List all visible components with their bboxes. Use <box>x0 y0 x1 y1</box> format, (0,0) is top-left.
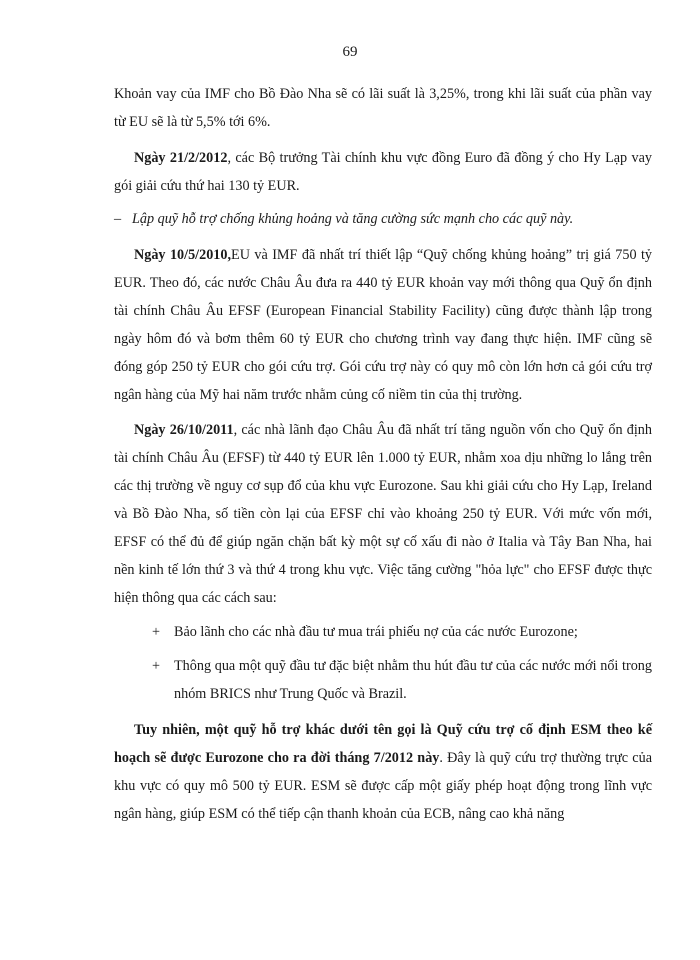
paragraph-esm <box>114 716 652 828</box>
date-21-2-2012: Ngày 21/2/2012 <box>134 150 228 166</box>
paragraph-text: EU và IMF đã nhất trí thiết lập “Quỹ chống khủng hoảng” trị giá 750 tỷ EUR. Theo đó, các nước Châu Âu đưa ra 440 tỷ EUR khoản vay mới thông qua Quỹ ổn định tài chính Châu Âu EFSF (European Financial Stability Facility) cũng được thành lập trong ngày hôm đó và bơm thêm 60 tỷ EUR cho chương trình vay đang thực hiện. IMF cũng sẽ đóng góp 250 tỷ EUR cho gói cứu trợ. Gói cứu trợ này có quy mô còn lớn hơn cả gói cứu trợ ngân hàng của Mỹ hai năm trước nhằm củng cố niềm tin của thị trường. <box>114 247 652 403</box>
paragraph-crisis-fund <box>114 241 652 409</box>
plus-marker: + <box>152 658 161 674</box>
paragraph-imf-portugal-loan: Khoản vay của IMF cho Bồ Đào Nha sẽ có lãi suất là 3,25%, trong khi lãi suất của phần vay từ EU sẽ là từ 5,5% tới 6%. <box>114 86 652 130</box>
paragraph-greece-second-bailout <box>114 144 652 200</box>
paragraph-text: . Đây là quỹ cứu trợ thường trực của khu vực có quy mô 500 tỷ EUR. ESM sẽ được cấp một giấy phép hoạt động trong lĩnh vực ngân hàng, giúp ESM có thể tiếp cận thanh khoản của ECB, nâng cao khả năng <box>114 750 652 822</box>
dash-marker: – <box>114 211 122 227</box>
list-item <box>114 652 652 708</box>
document-body <box>114 80 652 828</box>
list-item-text: Bảo lãnh cho các nhà đầu tư mua trái phiếu nợ của các nước Eurozone; <box>174 624 578 640</box>
date-26-10-2011: Ngày 26/10/2011 <box>134 422 234 438</box>
paragraph-text: , các Bộ trưởng Tài chính khu vực đồng Euro đã đồng ý cho Hy Lạp vay gói giải cứu thứ hai 130 tỷ EUR. <box>114 150 652 194</box>
list-item <box>114 618 652 646</box>
date-10-5-2010: Ngày 10/5/2010, <box>134 247 232 263</box>
section-heading <box>114 205 652 233</box>
page-number: 69 <box>342 44 358 60</box>
list-item-text: Thông qua một quỹ đầu tư đặc biệt nhằm thu hút đầu tư của các nước mới nổi trong nhóm BRICS như Trung Quốc và Brazil. <box>174 658 652 702</box>
section-heading-text: Lập quỹ hỗ trợ chống khủng hoảng và tăng cường sức mạnh cho các quỹ này. <box>132 211 574 227</box>
plus-marker: + <box>152 624 161 640</box>
esm-highlight: Tuy nhiên, một quỹ hỗ trợ khác dưới tên gọi là Quỹ cứu trợ cố định ESM theo kế hoạch sẽ được Eurozone cho ra đời tháng 7/2012 này <box>114 722 652 766</box>
paragraph-efsf-expansion <box>114 416 652 612</box>
paragraph-text: , các nhà lãnh đạo Châu Âu đã nhất trí tăng nguồn vốn cho Quỹ ổn định tài chính Châu Âu (EFSF) từ 440 tỷ EUR lên 1.000 tỷ EUR, nhằm xoa dịu những lo lắng trên các thị trường về nguy cơ sụp đổ của khu vực Eurozone. Sau khi giải cứu cho Hy Lạp, Ireland và Bồ Đào Nha, số tiền còn lại của EFSF chỉ vào khoảng 250 tỷ EUR. Với mức vốn mới, EFSF có thể đủ để giúp ngăn chặn bất kỳ một sự cố xấu đi nào ở Italia và Tây Ban Nha, hai nền kinh tế lớn thứ 3 và thứ 4 trong khu vực. Việc tăng cường "hỏa lực" cho EFSF được thực hiện thông qua các cách sau: <box>114 422 652 606</box>
